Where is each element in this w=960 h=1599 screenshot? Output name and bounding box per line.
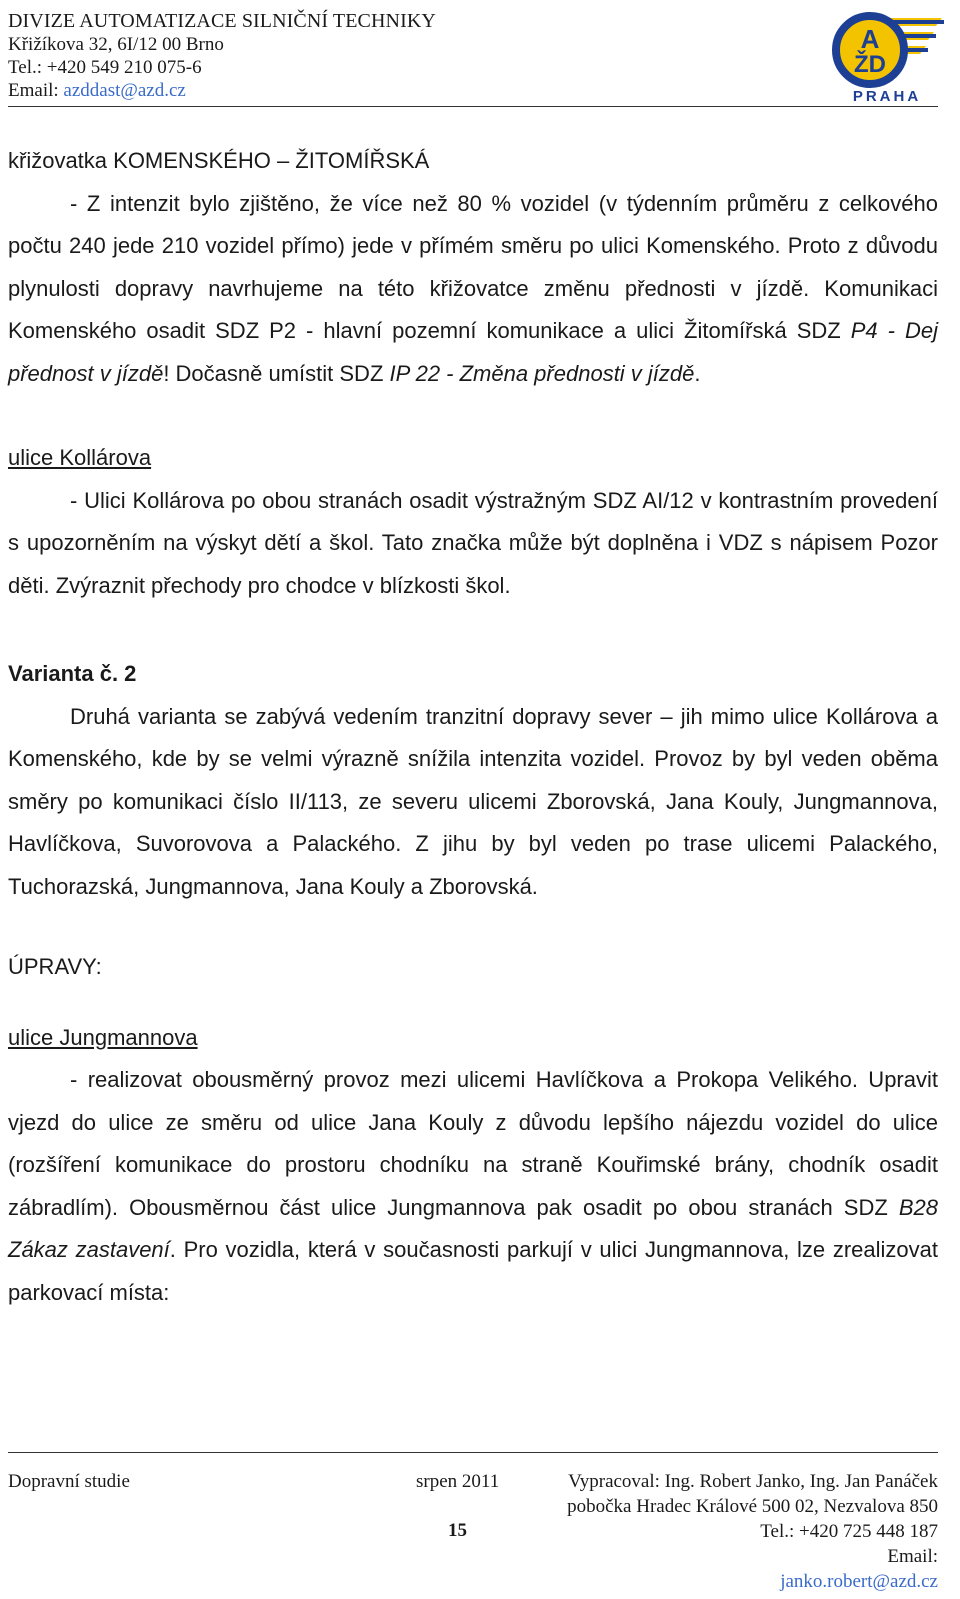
section-heading-komenskeho: křižovatka KOMENSKÉHO – ŽITOMÍŘSKÁ xyxy=(8,148,430,173)
paragraph-text: . xyxy=(694,360,701,386)
paragraph-varianta-2: Druhá varianta se zabývá vedením tranzitní dopravy sever – jih mimo ulice Kollárova a Komenského, kde by se velmi výrazně snížila intenzita vozidel. Provoz by byl veden oběma směry po komunikaci číslo II/113, ze severu ulicemi Zborovská, Jana Kouly, Jungmannova, Havlíčkova, Suvorovova a Palackého. Z jihu by byl veden po trase ulicemi Palackého, Tuchorazská, Jungmannova, Jana Kouly a Zborovská. xyxy=(8,703,938,899)
company-division: DIVIZE AUTOMATIZACE SILNIČNÍ TECHNIKY xyxy=(8,10,436,32)
azd-logo xyxy=(830,10,944,106)
section-heading-varianta-2: Varianta č. 2 xyxy=(8,661,137,686)
spacer xyxy=(8,607,938,653)
spacer xyxy=(8,908,938,946)
company-email-link[interactable]: azddast@azd.cz xyxy=(63,80,186,101)
company-phone: Tel.: +420 549 210 075-6 xyxy=(8,57,202,78)
document-body xyxy=(8,140,938,1314)
sign-name-b28: B28 Zákaz zastavení xyxy=(8,1194,938,1262)
company-address: Křižíkova 32, 6I/12 00 Brno xyxy=(8,34,224,55)
paragraph-jungmannova xyxy=(8,1059,938,1314)
footer-phone: Tel.: +420 725 448 187 xyxy=(760,1521,938,1542)
page-footer xyxy=(8,1452,938,1592)
azd-logo-icon xyxy=(830,10,944,90)
sign-name-p4: P4 - Dej přednost v jízdě xyxy=(8,318,938,386)
page-header xyxy=(8,10,938,107)
company-info xyxy=(8,10,436,102)
paragraph-text: - realizovat obousměrný provoz mezi ulicemi Havlíčkova a Prokopa Velikého. Upravit vjezd do ulice ze směru od ulice Jana Kouly z důvodu lepšího nájezdu vozidel do ulice (rozšíření komunikace do prostoru chodníku na straně Kouřimské brány, chodník osadit zábradlím). Obousměrnou část ulice Jungmannova pak osadit po obou stranách SDZ xyxy=(8,1067,938,1220)
logo-caption: PRAHA xyxy=(852,88,922,105)
sign-name-ip22: IP 22 - Změna přednosti v jízdě xyxy=(389,360,695,386)
header-divider xyxy=(8,106,938,107)
email-label: Email: xyxy=(887,1546,938,1567)
company-email-line xyxy=(8,79,436,102)
section-heading-kollarova: ulice Kollárova xyxy=(8,445,152,470)
footer-branch: pobočka Hradec Králové 500 02, Nezvalova 850 xyxy=(567,1496,938,1517)
svg-text:ŽD: ŽD xyxy=(854,51,886,78)
email-label: Email: xyxy=(8,80,64,101)
paragraph-komenskeho xyxy=(8,183,938,396)
spacer xyxy=(8,989,938,1017)
section-heading-upravy: ÚPRAVY: xyxy=(8,954,102,979)
paragraph-kollarova: - Ulici Kollárova po obou stranách osadit výstražným SDZ AI/12 v kontrastním provedení s upozorněním na výskyt dětí a škol. Tato značka může být doplněna i VDZ s nápisem Pozor děti. Zvýraznit přechody pro chodce v blízkosti škol. xyxy=(8,487,938,598)
footer-prepared-by: Vypracoval: Ing. Robert Janko, Ing. Jan Panáček xyxy=(568,1471,938,1492)
paragraph-text: - Z intenzit bylo zjištěno, že více než 80 % vozidel (v týdenním průměru z celkového počtu 240 jede 210 vozidel přímo) jede v přímém směru po ulici Komenského. Proto z důvodu plynulosti dopravy navrhujeme na této křižovatce změnu přednosti v jízdě. Komunikaci Komenského osadit SDZ P2 - hlavní pozemní komunikace a ulici Žitomířská SDZ xyxy=(8,190,938,343)
svg-text:A: A xyxy=(860,24,880,54)
footer-study-title: Dopravní studie xyxy=(8,1471,130,1492)
footer-email-line xyxy=(567,1544,938,1594)
spacer xyxy=(8,395,938,437)
section-heading-jungmannova: ulice Jungmannova xyxy=(8,1024,198,1050)
footer-date: srpen 2011 xyxy=(416,1471,500,1492)
paragraph-text: ! Dočasně umístit SDZ xyxy=(163,360,390,386)
footer-email-link[interactable]: janko.robert@azd.cz xyxy=(780,1571,938,1592)
footer-contact xyxy=(567,1469,938,1594)
paragraph-text: . Pro vozidla, která v současnosti parkují v ulici Jungmannova, lze zrealizovat parkovací místa: xyxy=(8,1237,939,1305)
page-number: 15 xyxy=(448,1520,467,1541)
